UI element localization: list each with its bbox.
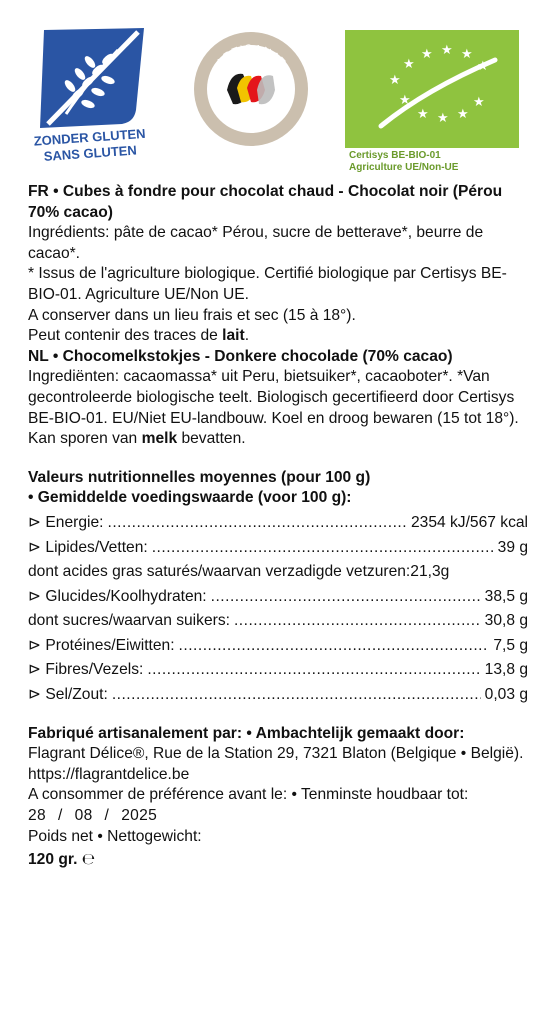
nutrition-table <box>28 513 528 706</box>
dot-leader <box>234 611 481 632</box>
nutrition-title-fr: Valeurs nutritionnelles moyennes (pour 100 g) <box>28 468 371 486</box>
fr-allergen-prefix: Peut contenir des traces de <box>28 327 223 345</box>
date-separator: / <box>57 807 63 825</box>
svg-text:★: ★ <box>473 95 485 110</box>
dot-leader <box>179 636 490 657</box>
gluten-free-logo <box>26 24 156 176</box>
net-weight-line <box>28 849 528 871</box>
nutrition-label: dont sucres/waarvan suikers: <box>28 612 230 630</box>
bio-certifier: Certisys BE-BIO-01 <box>349 150 441 161</box>
nutrition-row <box>28 513 528 534</box>
nutrition-label: ⊳ Glucides/Koolhydraten: <box>28 587 207 605</box>
best-before-label: A consommer de préférence avant le: • Tenminste houdbaar tot: <box>28 786 469 804</box>
nutrition-label: ⊳ Fibres/Vezels: <box>28 661 144 679</box>
nutrition-title-nl: • Gemiddelde voedingswaarde (voor 100 g): <box>28 489 352 507</box>
gluten-line2: SANS GLUTEN <box>43 142 138 164</box>
svg-text:★: ★ <box>461 47 473 62</box>
label-text <box>28 182 528 871</box>
nl-heading: NL • Chocomelkstokjes - Donkere chocolade (70% cacao) <box>28 347 453 365</box>
net-weight-value: 120 gr. <box>28 851 78 869</box>
net-weight-label: Poids net • Nettogewicht: <box>28 827 202 845</box>
nutrition-value: 38,5 g <box>484 587 528 605</box>
dot-leader <box>147 660 480 681</box>
nutrition-label: ⊳ Energie: <box>28 513 104 531</box>
nutrition-label: ⊳ Lipides/Vetten: <box>28 538 148 556</box>
nutrition-value: 30,8 g <box>484 612 528 630</box>
svg-text:★: ★ <box>441 43 453 58</box>
nutrition-label: ⊳ Protéines/Eiwitten: <box>28 636 175 654</box>
nutrition-value: 0,03 g <box>484 686 528 704</box>
eu-organic-leaf-icon <box>345 30 519 148</box>
certification-logos <box>0 0 542 180</box>
fr-ingredients: Ingrédients: pâte de cacao* Pérou, sucre de betterave*, beurre de cacao*. <box>28 224 484 262</box>
nl-allergen-line <box>28 429 528 450</box>
nutrition-row <box>28 562 528 583</box>
svg-text:★: ★ <box>403 57 415 72</box>
nutrition-value: 7,5 g <box>493 636 528 654</box>
nutrition-row <box>28 685 528 706</box>
nl-allergen-prefix: Kan sporen van <box>28 430 142 448</box>
gluten-line1: ZONDER GLUTEN <box>33 125 147 149</box>
nutrition-value: 13,8 g <box>484 661 528 679</box>
svg-text:★: ★ <box>417 107 429 122</box>
nl-text: Ingrediënten: cacaomassa* uit Peru, bietsuiker*, cacaoboter*. *Van gecontroleerde biologische teelt. Biologisch gecertifieerd door Certisys BE-BIO-01. EU/Niet EU-landbouw. Koel en droog bewaren (15 tot 18°). <box>28 368 519 427</box>
nutrition-label: ⊳ Sel/Zout: <box>28 686 108 704</box>
dot-leader <box>152 538 494 559</box>
svg-text:★: ★ <box>399 93 411 108</box>
fr-storage: A conserver dans un lieu frais et sec (15 à 18°). <box>28 306 356 324</box>
nutrition-row <box>28 587 528 608</box>
dot-leader <box>211 587 481 608</box>
nl-allergen-suffix: bevatten. <box>177 430 246 448</box>
bio-origin: Agriculture UE/Non-UE <box>349 162 459 173</box>
nutrition-row <box>28 660 528 681</box>
nutrition-row <box>28 538 528 559</box>
svg-text:★: ★ <box>421 47 433 62</box>
artisan-bottom-text: CERTIFIÉ <box>228 118 274 129</box>
nutrition-label: dont acides gras saturés/waarvan verzadigde vetzuren: <box>28 563 411 581</box>
eu-organic-logo <box>345 30 519 174</box>
date-separator: / <box>104 807 110 825</box>
svg-text:★: ★ <box>437 111 449 126</box>
nutrition-value: 21,3g <box>410 563 450 581</box>
svg-text:★: ★ <box>457 107 469 122</box>
nl-allergen: melk <box>141 430 178 448</box>
svg-text:★: ★ <box>389 73 401 88</box>
fr-allergen-suffix: . <box>244 327 250 345</box>
nutrition-row <box>28 636 528 657</box>
date-month: 08 <box>74 807 93 825</box>
svg-text:★: ★ <box>477 59 489 74</box>
fr-bio-note: * Issus de l'agriculture biologique. Certifié biologique par Certisys BE-BIO-01. Agriculture UE/Non UE. <box>28 265 507 303</box>
estimated-sign-icon: ℮ <box>81 850 96 869</box>
best-before-date <box>28 806 528 827</box>
date-day: 28 <box>28 807 46 825</box>
fr-heading: FR • Cubes à fondre pour chocolat chaud - Chocolat noir (Pérou 70% cacao) <box>28 183 503 221</box>
nutrition-value: 39 g <box>497 538 528 556</box>
dot-leader <box>107 513 406 534</box>
maker-address: Flagrant Délice®, Rue de la Station 29, 7321 Blaton (Belgique • België). https://flagrantdelice.be <box>28 745 524 783</box>
nutrition-value: 2354 kJ/567 kcal <box>410 513 528 531</box>
dot-leader <box>112 685 481 706</box>
fr-allergen-line <box>28 326 528 347</box>
artisan-top-text: ARTISANAT <box>214 42 288 70</box>
nutrition-row <box>28 611 528 632</box>
maker-heading: Fabriqué artisanalement par: • Ambachtelijk gemaakt door: <box>28 724 465 742</box>
fr-allergen: lait <box>222 327 245 345</box>
date-year: 2025 <box>121 807 158 825</box>
artisanat-certifie-logo <box>192 30 310 148</box>
